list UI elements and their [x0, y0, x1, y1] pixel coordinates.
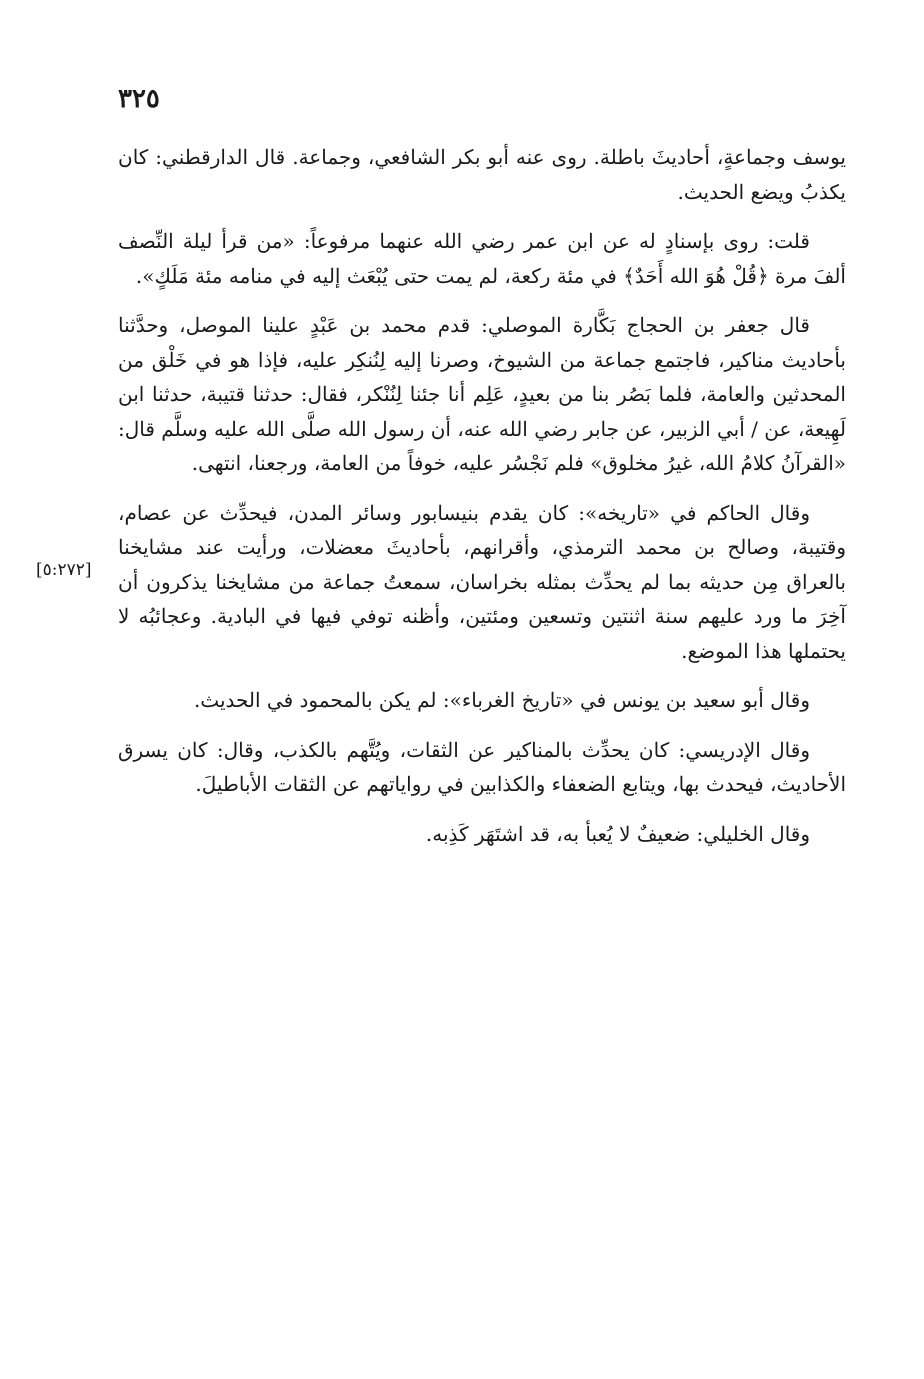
paragraph-1: يوسف وجماعةٍ، أحاديثَ باطلة. روى عنه أبو بكر الشافعي، وجماعة. قال الدارقطني: كان يكذبُ ويضع الحديث.: [118, 145, 846, 204]
paragraph-2: قلت: روى بإسنادٍ له عن ابن عمر رضي الله عنهما مرفوعاً: «من قرأ ليلة النِّصف ألفَ مرة ﴿قُلْ هُوَ الله أَحَدٌ﴾ في مئة ركعة، لم يمت حتى يُبْعَث إليه في منامه مئة مَلَكٍ».: [118, 229, 846, 288]
paragraph-6: وقال الإدريسي: كان يحدِّث بالمناكير عن الثقات، ويُتَّهم بالكذب، وقال: كان يسرق الأحاديث، فيحدث بها، ويتابع الضعفاء والكذابين في رواياتهم عن الثقات الأباطيلَ.: [118, 737, 846, 796]
paragraph-5: وقال أبو سعيد بن يونس في «تاريخ الغرباء»: لم يكن بالمحمود في الحديث.: [193, 688, 810, 712]
paragraph-7: وقال الخليلي: ضعيفٌ لا يُعبأ به، قد اشتَهَر كَذِبه.: [425, 821, 810, 846]
paragraph-3: قال جعفر بن الحجاج بَكَّارة الموصلي: قدم محمد بن عَبْدٍ علينا الموصل، وحدَّثنا بأحاديث مناكير، فاجتمع جماعة من الشيوخ، وصرنا إليه لِنُنكِر عليه، فإذا هو في خَلْق من المحدثين والعامة، فلما بَصُر بنا من بعيدٍ، عَلِم أنا جئنا لِنُنْكر، فقال: حدثنا قتيبة، حدثنا ابن لَهِيعة، عن / أبي الزبير، عن جابر رضي الله عنه، أن رسول الله صلَّى الله عليه وسلَّم قال: «القرآنُ كلامُ الله، غيرُ مخلوق» فلم نَجْسُر عليه، خوفاً من العامة، ورجعنا، انتهى.: [118, 313, 846, 475]
main-text: [118, 140, 846, 866]
paragraph-4: وقال الحاكم في «تاريخه»: كان يقدم بنيسابور وسائر المدن، فيحدِّث عن عصام، وقتيبة، وصالح بن محمد الترمذي، وأقرانهم، بأحاديثَ معضلات، ورأيت عند مشايخنا بالعراق مِن حديثه بما لم يحدِّث بمثله بخراسان، سمعتُ جماعة من مشايخنا يذكرون أن آخِرَ ما ورد عليهم سنة اثنتين وتسعين ومئتين، وأظنه توفي فيها في البادية. وعجائبُه لا يحتملها هذا الموضع.: [118, 500, 846, 663]
page-number: ٣٢٥: [118, 84, 160, 114]
margin-reference: [٥:٢٧٢]: [36, 560, 92, 580]
